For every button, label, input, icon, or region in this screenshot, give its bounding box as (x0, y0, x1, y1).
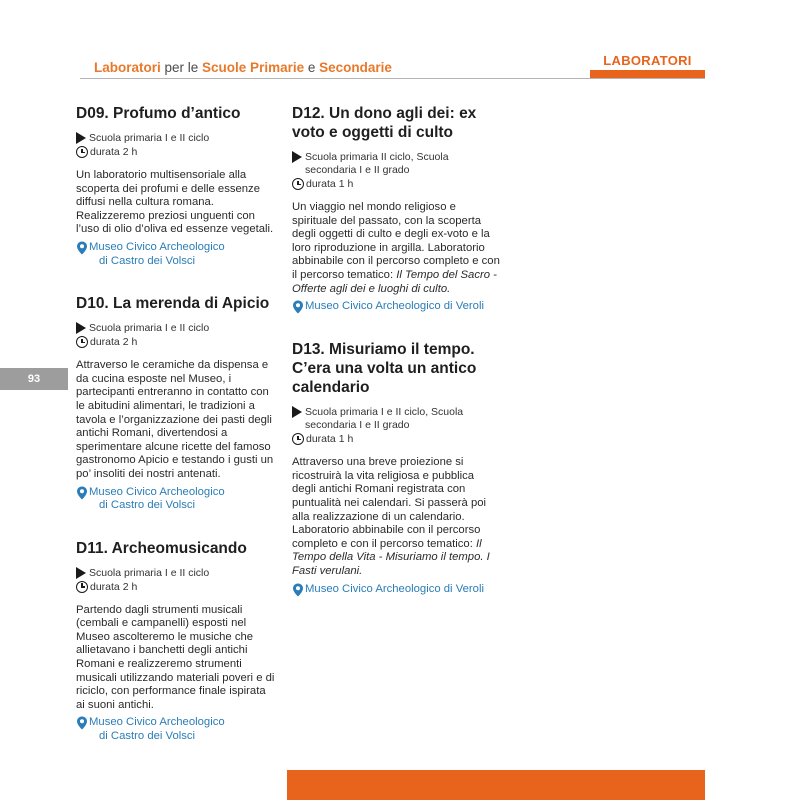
location-line: Museo Civico Archeologico (89, 485, 225, 498)
audience-row (292, 151, 500, 177)
description-text: Un viaggio nel mondo religioso e spirituale del passato, con la scoperta degli oggetti di culto e degli ex-voto e la loro riproduzione in argilla. Laboratorio abbinabile con il percorso completo e con il percorso tematico: (292, 201, 500, 281)
play-icon (292, 406, 302, 418)
audience-text: Scuola primaria I e II ciclo (89, 322, 210, 335)
workshop-d11 (76, 539, 276, 744)
duration-text: durata 2 h (90, 336, 138, 349)
workshop-description (292, 201, 500, 296)
workshop-description (292, 456, 500, 578)
location-line: Museo Civico Archeologico di Veroli (305, 300, 484, 313)
header-title-part: per le (160, 60, 203, 75)
section-tab-label: LABORATORI (603, 53, 692, 68)
description-italic: Il Tempo del Sacro - Offerte agli dei e luoghi di culto. (292, 268, 497, 295)
audience-text: Scuola primaria I e II ciclo, Scuola secondaria I e II grado (305, 406, 464, 432)
map-pin-icon (76, 241, 88, 255)
workshop-description: Un laboratorio multisensoriale alla scoperta dei profumi e delle essenze diffusi nella cultura romana. Realizzeremo preziosi unguenti con l’uso di olio d’oliva ed essenze vegetali. (76, 169, 274, 236)
workshop-d12 (292, 104, 500, 314)
duration-row (292, 433, 500, 446)
header-divider (80, 78, 705, 79)
workshop-title: D09. Profumo d’antico (76, 105, 241, 122)
clock-icon (292, 178, 304, 190)
audience-text: Scuola primaria I e II ciclo (89, 566, 210, 579)
duration-row (76, 336, 276, 349)
map-pin-icon (292, 583, 304, 597)
workshop-title: D11. Archeomusicando (76, 539, 247, 557)
header-title (94, 60, 392, 75)
right-column (292, 104, 500, 617)
location[interactable] (76, 716, 276, 743)
audience-row (76, 322, 276, 335)
audience-text: Scuola primaria II ciclo, Scuola secondaria I e II grado (305, 151, 449, 176)
location[interactable] (76, 241, 276, 268)
location[interactable] (292, 583, 500, 597)
location-line: di Castro dei Volsci (99, 254, 196, 267)
play-icon (76, 322, 86, 334)
description-italic: Il Tempo della Vita - Misuriamo il tempo. I Fasti verulani. (292, 537, 490, 577)
clock-icon (76, 336, 88, 348)
audience-text: Scuola primaria I e II ciclo (89, 132, 210, 144)
left-column (76, 104, 276, 764)
footer-accent-bar (287, 770, 705, 800)
duration-text: durata 1 h (306, 433, 354, 446)
duration-text: durata 1 h (306, 178, 354, 190)
workshop-d10 (76, 294, 276, 513)
duration-row (292, 178, 500, 191)
duration-row (76, 581, 276, 594)
workshop-description: Attraverso le ceramiche da dispensa e da cucina esposte nel Museo, i partecipanti entreranno in contatto con le abitudini alimentari, le tradizioni a tavola e l’organizzazione dei pasti degli antichi Romani, divertendosi a sperimentare alcune ricette del famoso gastronomo Apicio e testando i gusti un po’ insoliti dei nostri antenati. (76, 359, 274, 480)
workshop-title: D12. Un dono agli dei: ex voto e oggetti di culto (292, 105, 477, 141)
page-number: 93 (0, 368, 68, 390)
clock-icon (76, 146, 88, 158)
workshop-d13 (292, 340, 500, 596)
map-pin-icon (76, 486, 88, 500)
location-line: di Castro dei Volsci (99, 730, 196, 743)
location-line: Museo Civico Archeologico (89, 240, 225, 253)
audience-row (292, 406, 500, 432)
section-tab-bar (590, 70, 705, 78)
play-icon (76, 132, 86, 144)
location-text (89, 716, 225, 743)
workshop-d09 (76, 104, 276, 268)
play-icon (76, 567, 86, 579)
audience-row (76, 132, 276, 145)
location-text (305, 300, 484, 314)
location-line: di Castro dei Volsci (99, 499, 196, 512)
location-text (89, 241, 225, 268)
duration-row (76, 146, 276, 159)
location-text (89, 486, 225, 513)
header-title-part: Scuole Primarie (202, 60, 305, 75)
location-line: Museo Civico Archeologico (89, 716, 225, 729)
header-title-part: e (304, 60, 320, 75)
location-line: Museo Civico Archeologico di Veroli (305, 582, 484, 595)
workshop-title: D13. Misuriamo il tempo. C’era una volta un antico calendario (292, 341, 477, 397)
location[interactable] (292, 300, 500, 314)
duration-text: durata 2 h (90, 580, 138, 593)
clock-icon (292, 433, 304, 445)
header-title-part: Secondarie (319, 60, 392, 75)
audience-row (76, 567, 276, 580)
duration-text: durata 2 h (90, 146, 138, 158)
location[interactable] (76, 486, 276, 513)
workshop-description: Partendo dagli strumenti musicali (cembali e campanelli) esposti nel Museo ascolteremo le musiche che allietavano i banchetti degli antichi Romani e realizzeremo strumenti musicali utilizzando materiali poveri e di riciclo, con performance finale ispirata ai suoni antichi. (76, 603, 275, 711)
description-text: Attraverso una breve proiezione si ricostruirà la vita religiosa e pubblica degli antichi Romani registrata con puntualità nei calendari. Si passerà poi alla realizzazione di un calendario. Laboratorio abbinabile con il percorso completo e con il percorso tematico: (292, 456, 487, 550)
header-title-part: Laboratori (94, 60, 161, 75)
clock-icon (76, 581, 88, 593)
location-text (305, 583, 484, 597)
workshop-title: D10. La merenda di Apicio (76, 295, 270, 313)
map-pin-icon (292, 300, 304, 314)
map-pin-icon (76, 716, 88, 730)
play-icon (292, 151, 302, 163)
